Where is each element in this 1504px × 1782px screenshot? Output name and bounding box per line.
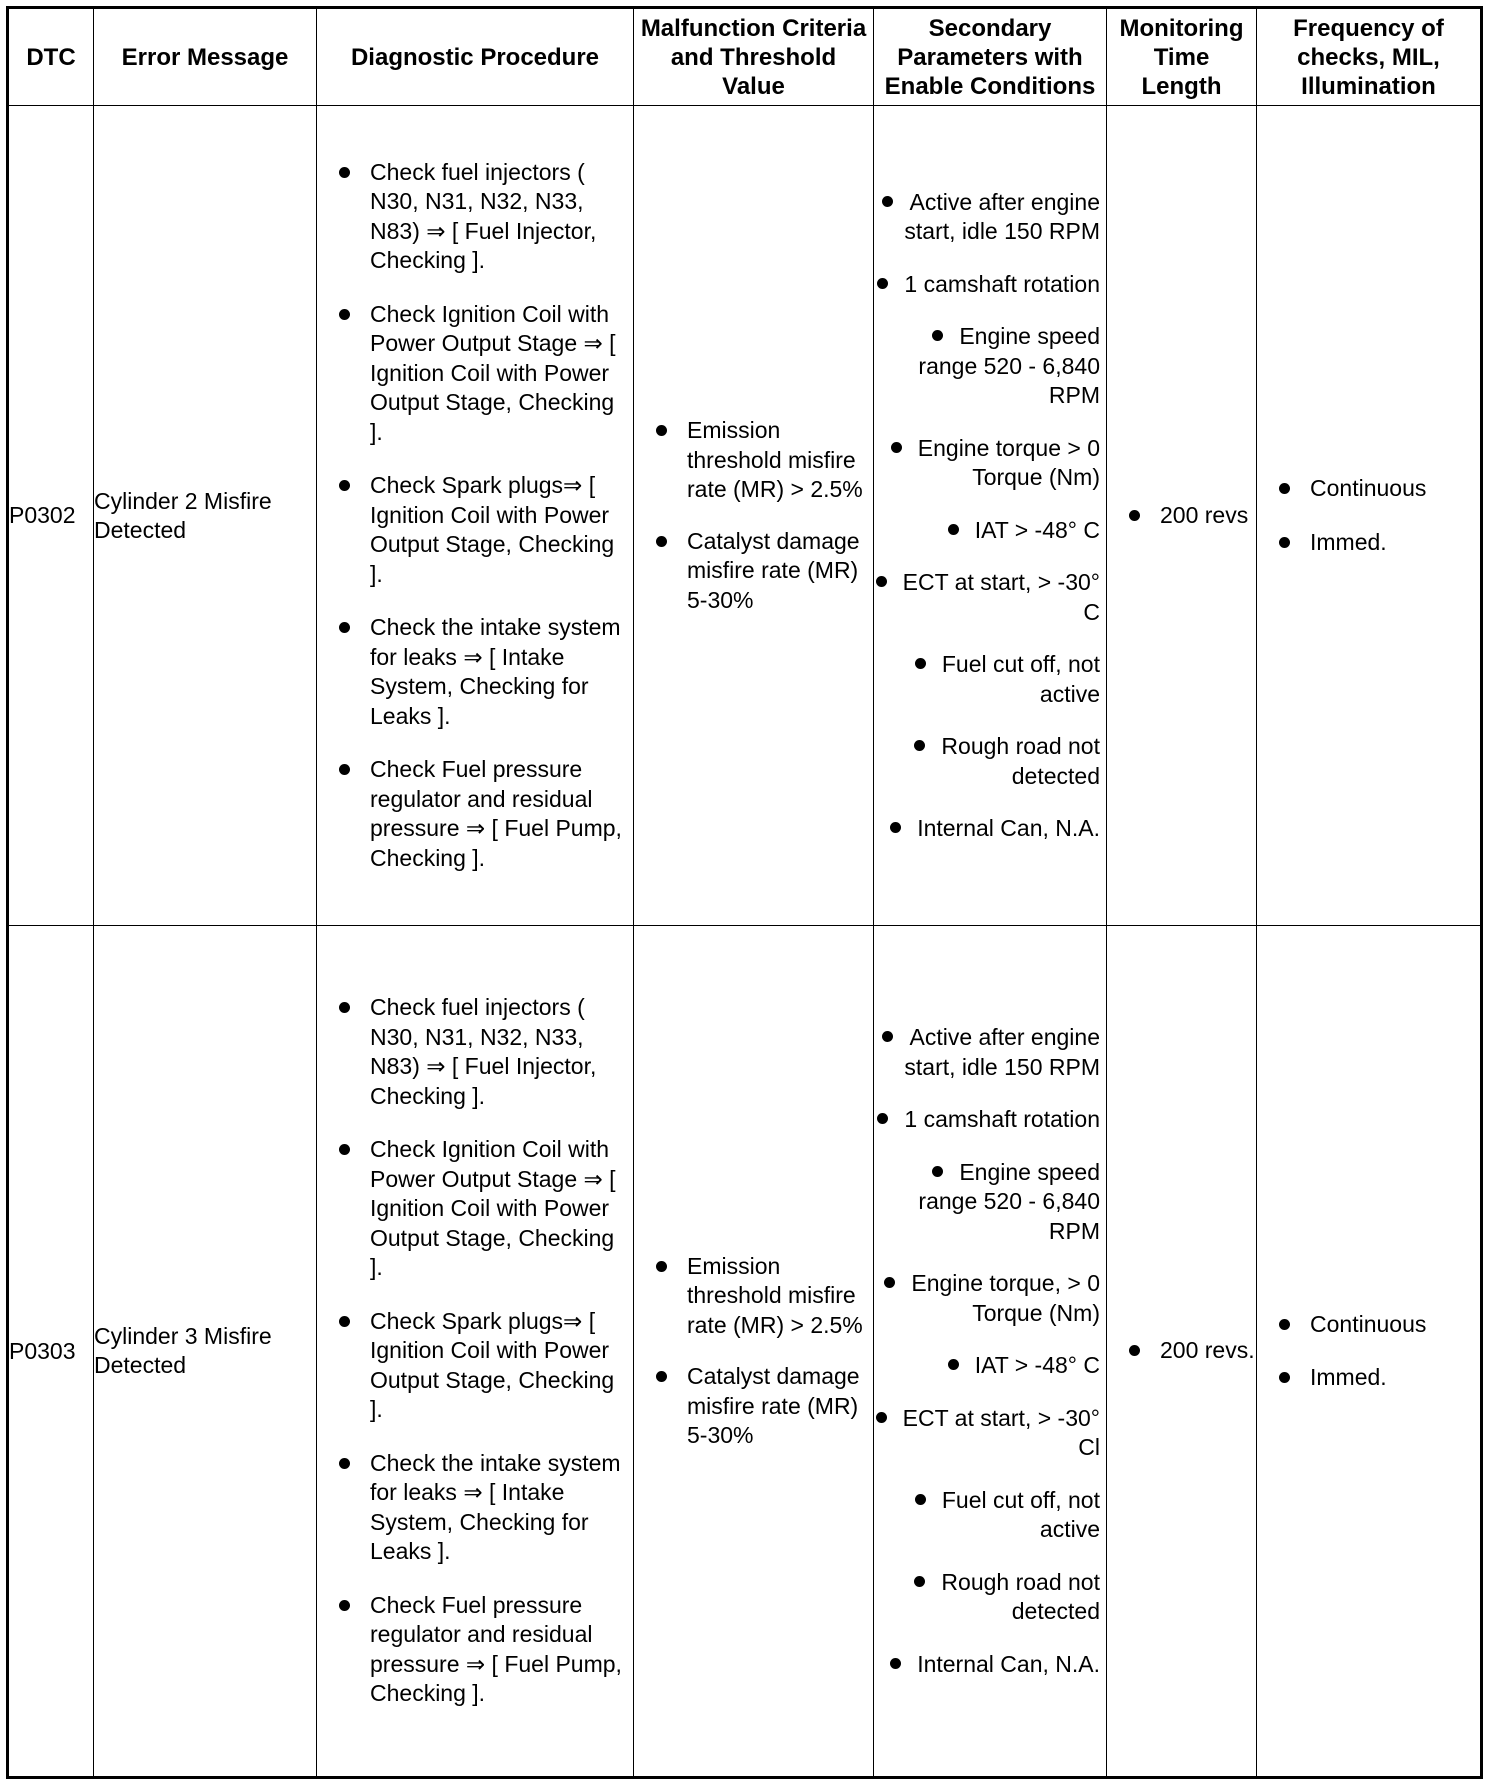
malfunction-criteria-cell [634, 106, 874, 926]
procedure-item: Check Fuel pressure regulator and residual pressure ⇒ [ Fuel Pump, Checking ]. [370, 1591, 629, 1709]
secondary-item [874, 1404, 1100, 1463]
secondary-item [874, 732, 1100, 791]
secondary-parameters-cell [874, 106, 1107, 926]
header-diagnostic-procedure: Diagnostic Procedure [317, 8, 634, 106]
monitoring-time-cell [1107, 106, 1257, 926]
header-frequency: Frequency of checks, MIL, Illumination [1257, 8, 1482, 106]
bullet-icon [932, 1166, 943, 1177]
header-row [8, 8, 1482, 106]
malfunction-item: Emission threshold misfire rate (MR) > 2.5% [687, 1252, 869, 1341]
secondary-item [874, 1105, 1100, 1135]
secondary-item-text: Fuel cut off, not active [941, 1486, 1100, 1542]
header-secondary-parameters: Secondary Parameters with Enable Conditions [874, 8, 1107, 106]
procedure-item: Check the intake system for leaks ⇒ [ Intake System, Checking for Leaks ]. [370, 1449, 629, 1567]
malfunction-item: Catalyst damage misfire rate (MR) 5-30% [687, 1362, 869, 1451]
bullet-icon [915, 658, 926, 669]
procedure-item: Check Spark plugs⇒ [ Ignition Coil with Power Output Stage, Checking ]. [370, 1307, 629, 1425]
bullet-icon [876, 1412, 887, 1423]
secondary-item-text: Active after engine start, idle 150 RPM [904, 1024, 1100, 1080]
error-message: Cylinder 3 Misfire Detected [94, 926, 317, 1778]
bullet-icon [948, 524, 959, 535]
bullet-icon [890, 1658, 901, 1669]
bullet-icon [877, 278, 888, 289]
table-row [8, 106, 1482, 926]
secondary-item [874, 1269, 1100, 1328]
secondary-item [874, 568, 1100, 627]
bullet-icon [876, 576, 887, 587]
secondary-item [874, 188, 1100, 247]
secondary-item [874, 270, 1100, 300]
frequency-item: Immed. [1310, 528, 1480, 558]
procedure-item: Check Fuel pressure regulator and residual pressure ⇒ [ Fuel Pump, Checking ]. [370, 755, 629, 873]
secondary-item [874, 1158, 1100, 1247]
secondary-item [874, 1023, 1100, 1082]
secondary-item-text: ECT at start, > -30° Cl [902, 1404, 1100, 1460]
secondary-item-text: Internal Can, N.A. [917, 815, 1100, 841]
bullet-icon [948, 1359, 959, 1370]
bullet-icon [914, 1576, 925, 1587]
procedure-item: Check Ignition Coil with Power Output Stage ⇒ [ Ignition Coil with Power Output Stage, Checking ]. [370, 300, 629, 448]
frequency-cell [1257, 106, 1482, 926]
bullet-icon [891, 442, 902, 453]
secondary-item-text: 1 camshaft rotation [904, 1106, 1100, 1132]
secondary-item-text: IAT > -48° C [974, 516, 1100, 543]
bullet-icon [877, 1113, 888, 1124]
secondary-item [874, 1568, 1100, 1627]
malfunction-item: Emission threshold misfire rate (MR) > 2.5% [687, 416, 869, 505]
procedure-item: Check fuel injectors ( N30, N31, N32, N33, N83) ⇒ [ Fuel Injector, Checking ]. [370, 158, 629, 276]
secondary-item-text: Engine torque, > 0 Torque (Nm) [911, 1270, 1100, 1326]
table-row [8, 926, 1482, 1778]
bullet-icon [884, 1277, 895, 1288]
diagnostic-procedure-cell [317, 106, 634, 926]
dtc-code: P0303 [8, 926, 94, 1778]
secondary-item [874, 322, 1100, 411]
secondary-item-text: Internal Can, N.A. [917, 1650, 1100, 1677]
secondary-item-text: Engine torque > 0 Torque (Nm) [917, 434, 1100, 490]
monitoring-time-cell [1107, 926, 1257, 1778]
secondary-item-text: Rough road not detected [941, 1568, 1100, 1624]
secondary-item-text: 1 camshaft rotation [904, 270, 1100, 297]
secondary-item [874, 434, 1100, 493]
dtc-table [6, 6, 1483, 1779]
header-malfunction-criteria: Malfunction Criteria and Threshold Value [634, 8, 874, 106]
diagnostic-procedure-cell [317, 926, 634, 1778]
frequency-item: Continuous [1310, 1310, 1480, 1340]
procedure-item: Check fuel injectors ( N30, N31, N32, N33, N83) ⇒ [ Fuel Injector, Checking ]. [370, 993, 629, 1111]
secondary-item-text: Fuel cut off, not active [941, 651, 1100, 707]
monitoring-item: 200 revs [1160, 501, 1256, 531]
frequency-item: Immed. [1310, 1363, 1480, 1393]
secondary-item-text: Engine speed range 520 - 6,840 RPM [918, 1158, 1100, 1244]
bullet-icon [932, 330, 943, 341]
header-monitoring-time: Monitoring Time Length [1107, 8, 1257, 106]
secondary-parameters-cell [874, 926, 1107, 1778]
malfunction-criteria-cell [634, 926, 874, 1778]
secondary-item-text: Active after engine start, idle 150 RPM [904, 188, 1100, 244]
secondary-item [874, 1486, 1100, 1545]
frequency-cell [1257, 926, 1482, 1778]
secondary-item [874, 814, 1100, 844]
bullet-icon [915, 1494, 926, 1505]
secondary-item-text: Rough road not detected [941, 733, 1100, 789]
secondary-item-text: ECT at start, > -30° C [902, 569, 1100, 625]
procedure-item: Check the intake system for leaks ⇒ [ Intake System, Checking for Leaks ]. [370, 613, 629, 731]
secondary-item [874, 650, 1100, 709]
dtc-code: P0302 [8, 106, 94, 926]
secondary-item [874, 516, 1100, 546]
procedure-item: Check Spark plugs⇒ [ Ignition Coil with Power Output Stage, Checking ]. [370, 471, 629, 589]
frequency-item: Continuous [1310, 474, 1480, 504]
monitoring-item: 200 revs. [1160, 1336, 1256, 1366]
secondary-item-text: Engine speed range 520 - 6,840 RPM [918, 323, 1100, 408]
bullet-icon [890, 822, 901, 833]
secondary-item [874, 1351, 1100, 1381]
header-error-message: Error Message [94, 8, 317, 106]
malfunction-item: Catalyst damage misfire rate (MR) 5-30% [687, 527, 869, 616]
secondary-item-text: IAT > -48° C [974, 1352, 1100, 1378]
secondary-item [874, 1650, 1100, 1680]
procedure-item: Check Ignition Coil with Power Output Stage ⇒ [ Ignition Coil with Power Output Stage, Checking ]. [370, 1135, 629, 1283]
bullet-icon [882, 196, 893, 207]
header-dtc: DTC [8, 8, 94, 106]
bullet-icon [914, 740, 925, 751]
error-message: Cylinder 2 Misfire Detected [94, 106, 317, 926]
bullet-icon [882, 1031, 893, 1042]
